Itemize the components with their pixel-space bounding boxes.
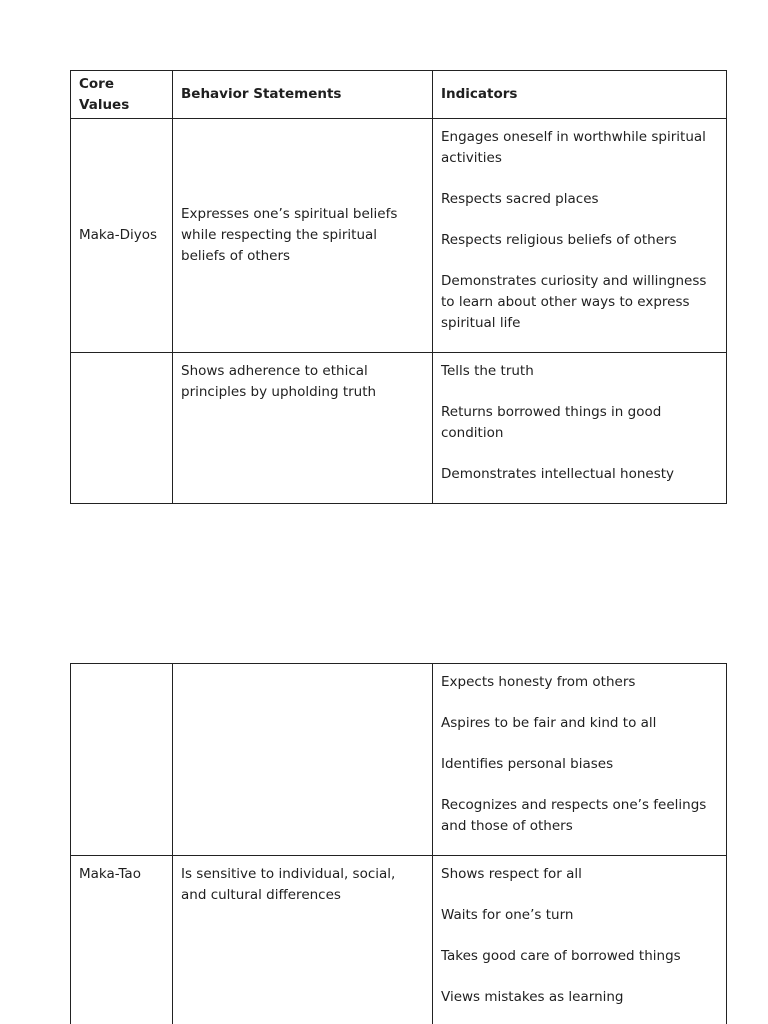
core-value-cell [71, 353, 173, 504]
indicator-item: Views mistakes as learning [441, 989, 624, 1005]
header-indicators: Indicators [433, 71, 727, 119]
indicator-item: Expects honesty from others [441, 674, 636, 690]
core-value-cell [71, 664, 173, 856]
indicator-item: Engages oneself in worthwhile spiritual activities [441, 129, 706, 166]
core-value-cell: Maka-Tao [71, 856, 173, 1024]
core-values-table-1 [70, 70, 727, 504]
table-row [71, 664, 727, 856]
indicator-list [441, 127, 718, 334]
table-row [71, 119, 727, 353]
indicators-cell [433, 119, 727, 353]
indicators-cell [433, 353, 727, 504]
behavior-statement-cell [173, 664, 433, 856]
indicator-item: Demonstrates intellectual honesty [441, 466, 675, 482]
indicator-item: Identifies personal biases [441, 756, 614, 772]
indicator-item: Returns borrowed things in good condition [441, 404, 662, 441]
indicators-cell [433, 664, 727, 856]
indicator-item: Waits for one’s turn [441, 907, 574, 923]
indicator-item: Recognizes and respects one’s feelings and those of others [441, 797, 707, 834]
indicator-list [441, 361, 718, 485]
header-behavior-statements: Behavior Statements [173, 71, 433, 119]
indicator-item: Shows respect for all [441, 866, 582, 882]
behavior-statement-cell: Shows adherence to ethical principles by upholding truth [173, 353, 433, 504]
table-row [71, 856, 727, 1024]
indicator-item: Respects religious beliefs of others [441, 232, 677, 248]
core-values-table-2 [70, 663, 727, 1024]
indicator-list [441, 864, 718, 1008]
behavior-statement-cell: Is sensitive to individual, social, and cultural differences [173, 856, 433, 1024]
indicator-item: Tells the truth [441, 363, 534, 379]
table-header-row [71, 71, 727, 119]
indicator-item: Aspires to be fair and kind to all [441, 715, 657, 731]
indicator-item: Takes good care of borrowed things [441, 948, 681, 964]
indicators-cell [433, 856, 727, 1024]
indicator-item: Demonstrates curiosity and willingness to learn about other ways to express spiritual life [441, 273, 707, 331]
table-row [71, 353, 727, 504]
indicator-item: Respects sacred places [441, 191, 599, 207]
behavior-statement-cell: Expresses one’s spiritual beliefs while respecting the spiritual beliefs of others [173, 119, 433, 353]
header-core-values: Core Values [71, 71, 173, 119]
indicator-list [441, 672, 718, 837]
core-value-cell: Maka-Diyos [71, 119, 173, 353]
